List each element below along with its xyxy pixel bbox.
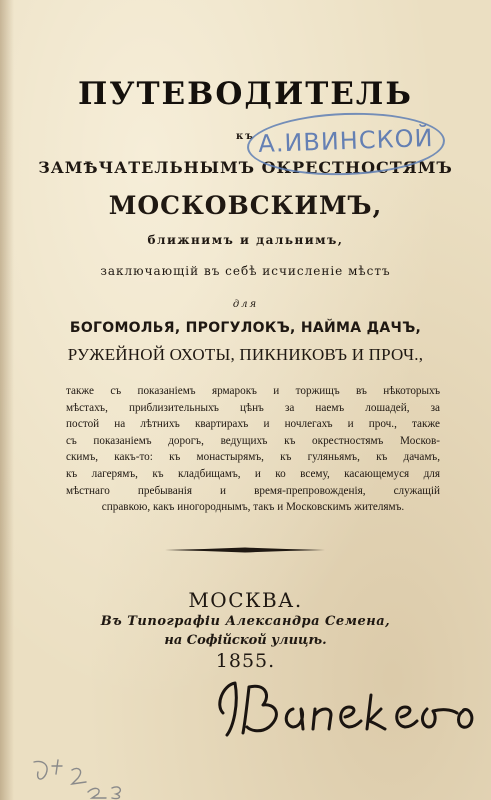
title-preposition: къ	[236, 131, 255, 142]
pencil-notation	[28, 752, 138, 800]
subtitle-for: для	[232, 299, 259, 310]
subtitle-near-far: ближнимъ и дальнимъ,	[147, 233, 344, 247]
spine-shadow	[0, 0, 14, 800]
paragraph-line: постой на лѣтнихъ квартирахъ и ночлегахъ и проч., также	[66, 418, 440, 431]
purposes-line-1: БОГОМОЛЬЯ, ПРОГУЛОКЪ, НАЙМА ДАЧЪ,	[69, 320, 422, 336]
paragraph-line: съ показаніемъ дорогъ, ведущихъ къ окрестностямъ Москов-	[66, 434, 440, 447]
ornamental-rule	[165, 546, 325, 554]
description-paragraph	[66, 383, 440, 516]
book-title: ПУТЕВОДИТЕЛЬ	[78, 76, 413, 112]
paragraph-line: также съ показаніемъ ярмарокъ и торжищъ въ нѣкоторыхъ	[66, 385, 440, 397]
paragraph-line: скимъ, какъ-то: къ монастырямъ, къ гуляньямъ, къ дачамъ,	[66, 451, 440, 464]
imprint-street: на Софійской улицѣ.	[164, 633, 327, 648]
paragraph-line: мѣстахъ, приблизительныхъ цѣнъ за наемъ лошадей, за	[66, 401, 440, 414]
stamp-text: А.ИВИНСКОЙ	[257, 123, 434, 159]
imprint-year: 1855.	[215, 650, 276, 672]
handwritten-signature	[205, 665, 491, 745]
purposes-line-2: РУЖЕЙНОЙ ОХОТЫ, ПИКНИКОВЪ И ПРОЧ.,	[67, 345, 424, 364]
title-line-2: ЗАМѢЧАТЕЛЬНЫМЪ ОКРЕСТНОСТЯМЪ	[38, 158, 453, 177]
subtitle-including: заключающій въ себѣ исчисленіе мѣстъ	[100, 264, 391, 278]
imprint-city: МОСКВА.	[188, 588, 303, 612]
title-line-3: МОСКОВСКИМЪ,	[108, 191, 383, 220]
paragraph-line: справкою, какъ иногороднымъ, такъ и Московскимъ жителямъ.	[101, 501, 405, 514]
imprint-printer: Въ Типографіи Александра Семена,	[100, 614, 391, 629]
paragraph-line: къ лагерямъ, къ кладбищамъ, и ко всему, касающемуся для	[66, 467, 440, 480]
paragraph-line: мѣстнаго пребыванія и время-препровожденія, служащій	[66, 484, 440, 497]
